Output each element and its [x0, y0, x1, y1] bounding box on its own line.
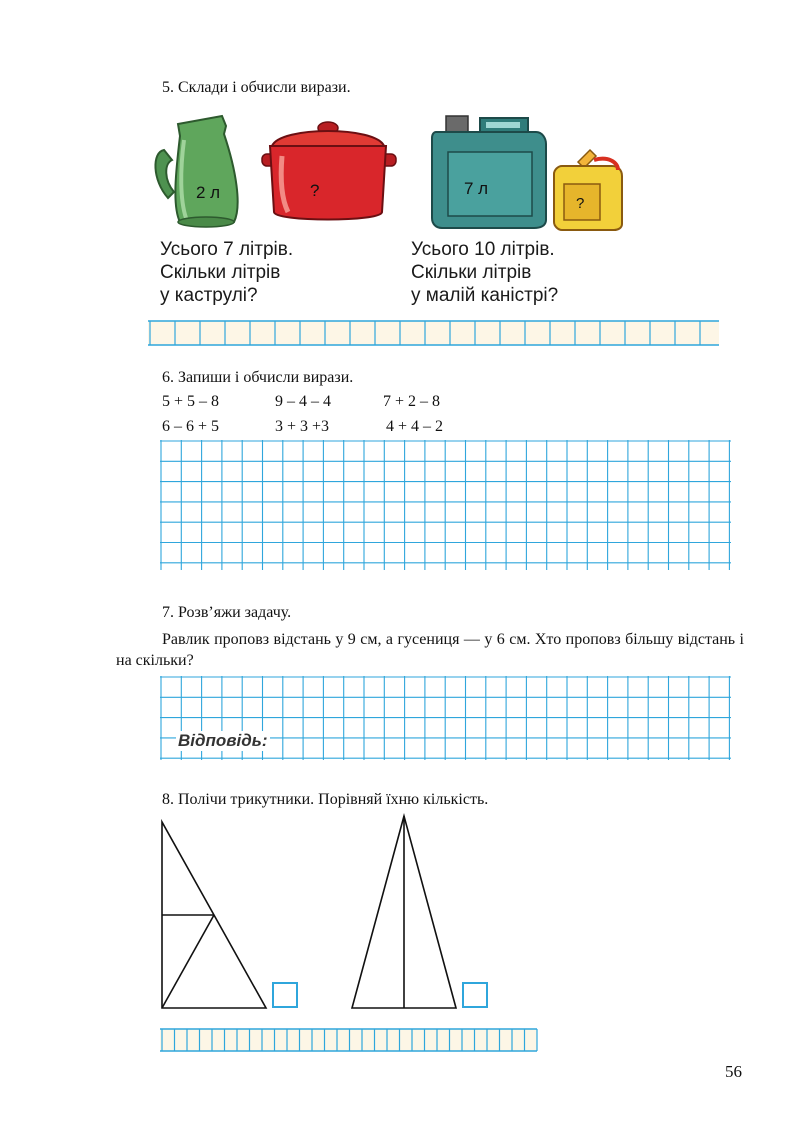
caption-right-line: Усього 10 літрів.: [411, 239, 555, 260]
answer-box-right[interactable]: [462, 982, 488, 1008]
task7-title: 7. Розв’яжи задачу.: [162, 604, 292, 621]
expression: 9 – 4 – 4: [275, 393, 331, 410]
triangle-figure-right: [352, 816, 456, 1008]
expression: 3 + 3 +3: [275, 418, 330, 435]
task8-title: 8. Полічи трикутники. Порівняй їхню кількість.: [162, 791, 489, 808]
task5-caption-left: [160, 238, 293, 307]
task5-illustration: [150, 110, 750, 238]
caption-left-line: Усього 7 літрів.: [160, 239, 294, 260]
pot-illustration: [262, 122, 396, 220]
small-canister-label: ?: [576, 195, 585, 212]
expression-row-1: [162, 391, 440, 412]
triangles-figure: [150, 812, 470, 1012]
task6-title: 6. Запиши і обчисли вирази.: [162, 369, 354, 386]
task5-caption-right: [411, 238, 558, 307]
big-canister-label: 7 л: [464, 179, 489, 198]
page-number: 56: [725, 1062, 742, 1081]
big-canister-illustration: [432, 116, 546, 228]
answer-label: Відповідь:: [178, 731, 268, 750]
task8-answer-strip[interactable]: [160, 1028, 538, 1052]
jug-label: 2 л: [196, 183, 221, 202]
answer-box-left[interactable]: [272, 982, 298, 1008]
triangle-figure-left: [162, 822, 266, 1008]
caption-left-line: Скільки літрів: [160, 262, 281, 283]
task6-grid[interactable]: [160, 440, 732, 570]
expression: 4 + 4 – 2: [386, 418, 444, 435]
pot-label: ?: [310, 181, 320, 200]
small-canister-illustration: [554, 150, 622, 230]
task7-text: Равлик проповз відстань у 9 см, а гусениця — у 6 см. Хто проповз більшу відстань і на скільки?: [116, 631, 744, 669]
expression: 6 – 6 + 5: [162, 418, 220, 435]
jug-illustration: [155, 116, 237, 227]
expression: 7 + 2 – 8: [383, 393, 441, 410]
caption-right-line: Скільки літрів: [411, 262, 532, 283]
expression: 5 + 5 – 8: [162, 393, 220, 410]
task5-answer-strip[interactable]: [148, 320, 720, 346]
expression-row-2: [162, 416, 443, 437]
caption-right-line: у малій каністрі?: [411, 285, 559, 306]
task5-title: 5. Склади і обчисли вирази.: [162, 79, 351, 96]
caption-left-line: у каструлі?: [160, 285, 258, 306]
